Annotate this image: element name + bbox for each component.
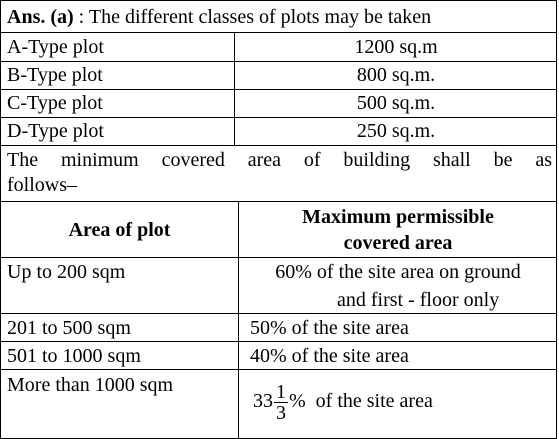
header-max-coverage-line-2: covered area (343, 232, 453, 254)
plot-class-row (0, 117, 557, 146)
header-area-of-plot: Area of plot (68, 219, 171, 241)
coverage-whole-number: 33 (253, 390, 273, 413)
fraction-denominator: 3 (276, 402, 286, 424)
covered-table-row (0, 369, 557, 439)
coverage-cell: 40% of the site area (250, 345, 409, 367)
plot-range-cell: More than 1000 sqm (7, 374, 174, 396)
heading-row (0, 0, 557, 33)
heading-prefix: Ans. (a) (7, 6, 74, 28)
plot-type-cell: C-Type plot (7, 92, 103, 114)
header-max-coverage-line-1: Maximum permissible (302, 206, 494, 228)
covered-table-row (0, 313, 557, 342)
plot-type-cell: B-Type plot (7, 64, 103, 86)
plot-class-row (0, 32, 557, 62)
plot-type-cell: D-Type plot (7, 120, 104, 142)
coverage-cell (253, 382, 553, 423)
heading-body: : The different classes of plots may be taken (73, 6, 432, 28)
plot-range-cell: 501 to 1000 sqm (7, 345, 141, 367)
intro-line-1: The minimum covered area of building shall be as (7, 149, 552, 171)
coverage-suffix: % of the site area (289, 390, 433, 413)
plot-class-row (0, 89, 557, 118)
plot-area-cell: 250 sq.m. (356, 120, 436, 142)
intro-line-2: follows– (7, 174, 77, 196)
plot-area-cell: 500 sq.m. (356, 92, 436, 114)
fraction-numerator: 1 (276, 381, 286, 403)
covered-table-header-row (0, 201, 557, 258)
column-divider (238, 314, 239, 341)
covered-table-row (0, 257, 557, 314)
coverage-line-1: 60% of the site area on ground (275, 261, 521, 283)
column-divider (238, 342, 239, 369)
coverage-line-2: and first - floor only (337, 289, 500, 311)
plot-area-cell: 1200 sq.m (354, 36, 438, 58)
covered-table-row (0, 341, 557, 370)
coverage-fraction (274, 382, 288, 423)
plot-area-cell: 800 sq.m. (356, 64, 436, 86)
plot-class-row (0, 61, 557, 90)
covered-area-intro-row (0, 145, 557, 202)
plot-range-cell: Up to 200 sqm (7, 261, 126, 283)
plot-type-cell: A-Type plot (7, 36, 104, 58)
heading-text (7, 5, 431, 29)
plot-range-cell: 201 to 500 sqm (7, 317, 131, 339)
coverage-cell: 50% of the site area (250, 317, 409, 339)
column-divider (238, 370, 239, 438)
